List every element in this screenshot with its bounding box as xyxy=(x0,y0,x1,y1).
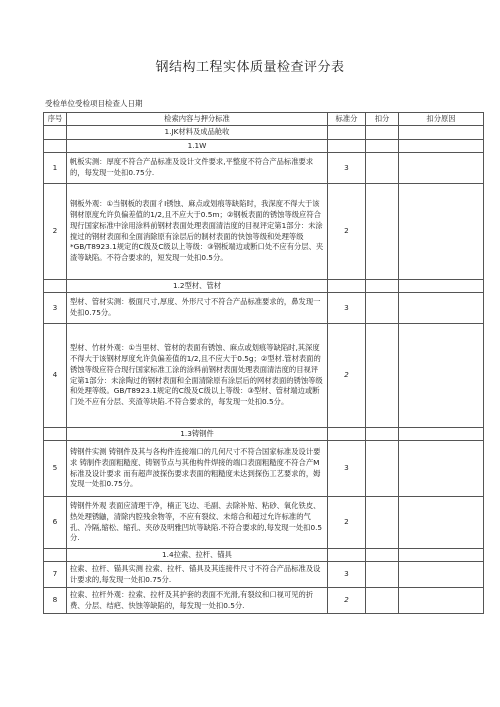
row-reason-cell[interactable] xyxy=(399,324,484,428)
row-standard-score: 3 xyxy=(328,153,366,184)
col-header-standard: 标准分 xyxy=(328,113,366,126)
table-row xyxy=(44,588,484,614)
table-row xyxy=(44,184,484,280)
row-reason-cell[interactable] xyxy=(399,184,484,280)
subsection-row xyxy=(44,140,484,153)
table-row xyxy=(44,441,484,497)
row-content: 铸钢件外观 表面应清理干净，楠正飞边、毛副、去除补贴、粘砂、氧化铁皮、热处理锈鼬，清除内腔残余物等，不应有裂纹、未熔合和超过允许标准的气孔、冷隔,缩松、缩孔、夹砂及明雅凹坑等缺陷.不符合要求的,每发现一处扣0.5分. xyxy=(67,497,328,549)
header-row xyxy=(44,113,484,126)
row-standard-score: 3 xyxy=(328,562,366,588)
row-reason-cell[interactable] xyxy=(399,588,484,614)
row-index: 2 xyxy=(44,184,67,280)
row-index: 8 xyxy=(44,588,67,614)
row-reason-cell[interactable] xyxy=(399,293,484,324)
subsection-title: 1.3铸钢件 xyxy=(67,428,328,441)
subsection-title: 1.4拉索、拉杆、锚具 xyxy=(67,549,328,562)
row-reason-cell[interactable] xyxy=(399,153,484,184)
table-row xyxy=(44,497,484,549)
row-index: 6 xyxy=(44,497,67,549)
subsection-row xyxy=(44,428,484,441)
row-index: 1 xyxy=(44,153,67,184)
row-content: 型材、管材实测：极面尺寸,厚度、外形尺寸不符合产品标准要求的，鼻发现一处扣0.75分。 xyxy=(67,293,328,324)
row-reason-cell[interactable] xyxy=(399,497,484,549)
subsection-title: 1.1W xyxy=(67,140,328,153)
row-reason-cell[interactable] xyxy=(399,562,484,588)
section-title: 1.JK材料及成品舱收 xyxy=(67,126,328,140)
row-deduct-cell[interactable] xyxy=(366,293,399,324)
table-row xyxy=(44,293,484,324)
row-index: 5 xyxy=(44,441,67,497)
col-header-index: 序号 xyxy=(44,113,67,126)
row-index: 4 xyxy=(44,324,67,428)
table-row xyxy=(44,324,484,428)
inspection-info-line: 受检单位受检项目检查人日期 xyxy=(45,99,143,108)
row-index: 3 xyxy=(44,293,67,324)
col-header-deduct: 扣分 xyxy=(366,113,399,126)
row-deduct-cell[interactable] xyxy=(366,441,399,497)
row-standard-score: 2 xyxy=(328,184,366,280)
row-content: 钢板外观：①当钢板的表面彳I锈蚀、麻点或划痕等缺陷时，我深度不得大于该钢材原度允许负偏差值的1/2,且不应大于0.5m；②钢板表面的锈蚀等级应符合现行国家标准中涂用涂料前钢材表面处理表面清洁度的目视评定第1部分：未涂搅过的钢材表面和全面消除原有涂层后的制材表面的快蚀等级和处理等级*GB/T8923.1规定的C级及C级以上等级：③钢板端边或断口处不应有分层、夹渣等缺陷。不符合要求的，短发现一处扣0.5分。 xyxy=(67,184,328,280)
row-standard-score: 2 xyxy=(328,588,366,614)
row-content: 帆板实测：厚度不符合产品标准及设计文件要求,平整度不符合产品标准要求的，每发现一处扣0.75分. xyxy=(67,153,328,184)
row-standard-score: 2 xyxy=(328,324,366,428)
row-content: 拉索、拉杆、锚具实测 拉索、拉杆、锚具及其连接件尺寸不符合产品标准及设计要求的,每发现一处扣0.75分. xyxy=(67,562,328,588)
row-deduct-cell[interactable] xyxy=(366,153,399,184)
subsection-row xyxy=(44,280,484,293)
subsection-title: 1.2型材、管材 xyxy=(67,280,328,293)
row-content: 型材、竹材外观：①当里材、管材的表面有锈蚀、麻点或划痕等缺陷时,其深度不得大于该钢材厚度允许负偏差值的1/2,且不应大于0.5g；②型材.管材表面的锈蚀等级应符合现行国家标准工涂的涂料前钢材表面处理表面清洁度的目视评定第1部分：未涂陶过的钢材表面和全面清除原有涂层后的网材表面的锈蚀等级和处理等级。GB/T8923.1规定的C级及C级以上等级：③型材、管材端边或断门处不应有分层、夹渣等块陷.不符合要求的，每发现一处扣0.5分。 xyxy=(67,324,328,428)
row-content: 铸钢件实测 铸钢件及其与各构件连接端口的几何尺寸不符合国家标准及设计要求 铸制件表面粗糙度、铸钢节点与其他构件焊接的端口表面粗糙度不符合产M标准及设计要求 而有超声波探伤要求表面的粗糙度未达到探伤工艺要求的，姆发现一处扣0.75分。 xyxy=(67,441,328,497)
row-deduct-cell[interactable] xyxy=(366,184,399,280)
row-deduct-cell[interactable] xyxy=(366,588,399,614)
row-standard-score: 3 xyxy=(328,293,366,324)
page-title: 钢结构工程实体质量检查评分表 xyxy=(155,60,345,75)
score-table xyxy=(43,112,484,614)
col-header-reason: 扣分原因 xyxy=(399,113,484,126)
section-row xyxy=(44,126,484,140)
row-standard-score: 3 xyxy=(328,441,366,497)
row-content: 拉索、拉杆外观：拉索、拉杆及其护套的表面不光滑,有裂纹和口视可见的折费、分层、结疤、快蚀等缺陷的，每发现一处扣0.5分. xyxy=(67,588,328,614)
row-index: 7 xyxy=(44,562,67,588)
row-deduct-cell[interactable] xyxy=(366,497,399,549)
row-reason-cell[interactable] xyxy=(399,441,484,497)
col-header-content: 检索内容与押分标准 xyxy=(67,113,328,126)
table-row xyxy=(44,562,484,588)
row-deduct-cell[interactable] xyxy=(366,324,399,428)
table-row xyxy=(44,153,484,184)
row-deduct-cell[interactable] xyxy=(366,562,399,588)
subsection-row xyxy=(44,549,484,562)
row-standard-score: 2 xyxy=(328,497,366,549)
